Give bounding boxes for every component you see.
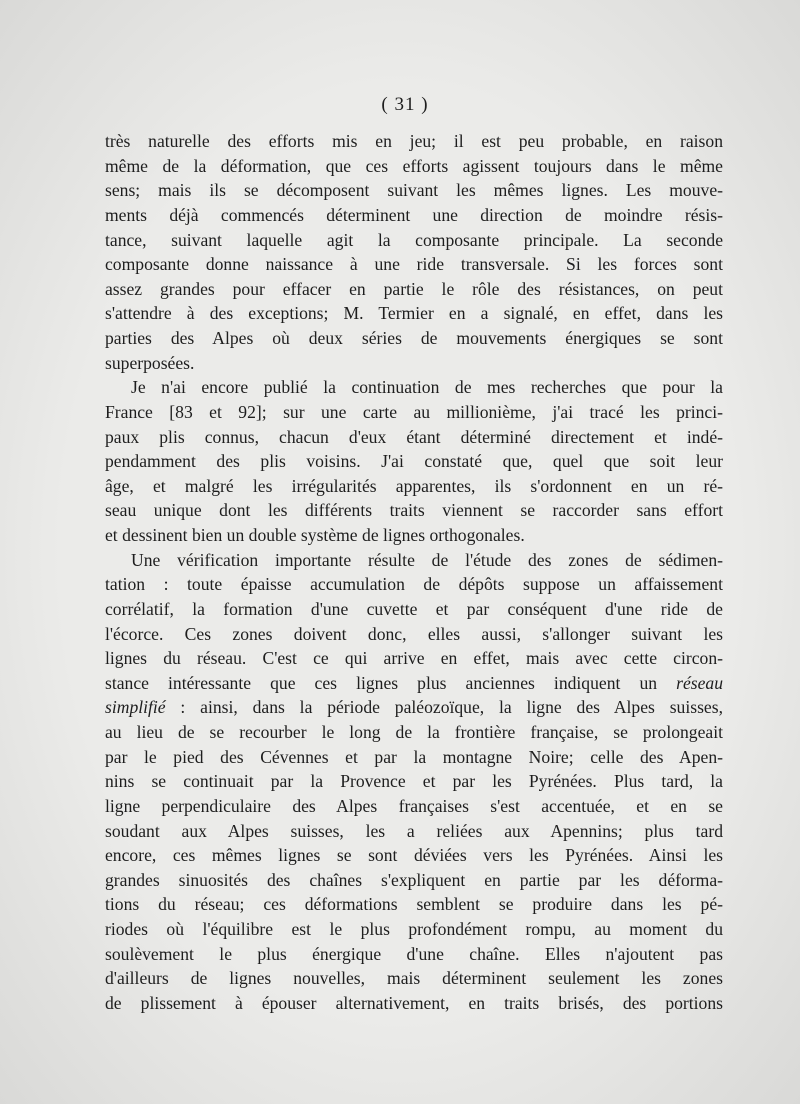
line-text: de plissement à épouser alternativement, en traits brisés, des portions: [105, 992, 723, 1013]
text-line: [105, 597, 723, 622]
text-line: [105, 277, 723, 302]
text-line: [105, 622, 723, 647]
line-text: par le pied des Cévennes et par la montagne Noire; celle des Apen-: [105, 746, 723, 767]
line-text: lignes du réseau. C'est ce qui arrive en effet, mais avec cette circon-: [105, 648, 723, 669]
line-text: composante donne naissance à une ride transversale. Si les forces sont: [105, 254, 723, 275]
line-text: ligne perpendiculaire des Alpes françaises s'est accentuée, et en se: [105, 795, 723, 816]
line-text: très naturelle des efforts mis en jeu; il est peu probable, en raison: [105, 131, 723, 151]
text-line: [105, 572, 723, 597]
text-line: [105, 203, 723, 228]
text-line: [105, 252, 723, 277]
text-line: [105, 523, 723, 548]
line-text: paux plis connus, chacun d'eux étant déterminé directement et indé-: [105, 426, 723, 447]
text-line: [105, 671, 723, 696]
line-text: seau unique dont les différents traits viennent se raccorder sans effort: [105, 500, 723, 521]
text-line: [105, 178, 723, 203]
line-text: superposées.: [105, 352, 195, 373]
text-line: [105, 474, 723, 499]
line-text: au lieu de se recourber le long de la frontière française, se prolongeait: [105, 722, 723, 742]
line-text: : ainsi, dans la période paléozoïque, la ligne des Alpes suisses,: [165, 697, 723, 718]
text-line: [105, 154, 723, 179]
text-line: [105, 375, 723, 400]
text-line: [105, 351, 723, 376]
italic-text: réseau: [676, 672, 723, 693]
text-line: [105, 917, 723, 942]
line-text: s'attendre à des exceptions; M. Termier en a signalé, en effet, dans les: [105, 303, 723, 324]
line-text: ments déjà commencés déterminent une direction de moindre résis-: [105, 204, 723, 225]
text-line: [105, 548, 723, 573]
text-line: [105, 892, 723, 917]
line-text: l'écorce. Ces zones doivent donc, elles aussi, s'allonger suivant les: [105, 623, 723, 644]
line-text: parties des Alpes où deux séries de mouvements énergiques se sont: [105, 328, 723, 348]
text-line: [105, 720, 723, 745]
line-text: stance intéressante que ces lignes plus anciennes indiquent un: [105, 672, 677, 693]
text-line: [105, 425, 723, 450]
line-text: soudant aux Alpes suisses, les a reliées aux Apennins; plus tard: [105, 820, 723, 841]
text-line: [105, 991, 723, 1016]
line-text: âge, et malgré les irrégularités apparentes, ils s'ordonnent en un ré-: [105, 475, 723, 496]
page-number: ( 31 ): [381, 94, 429, 115]
line-text: tance, suivant laquelle agit la composante principale. La seconde: [105, 229, 723, 250]
text-line: [105, 794, 723, 819]
body-text: [105, 129, 723, 1016]
text-line: [105, 129, 723, 154]
line-text: tation : toute épaisse accumulation de dépôts suppose un affaissement: [105, 574, 723, 595]
text-line: [105, 966, 723, 991]
line-text: soulèvement le plus énergique d'une chaîne. Elles n'ajoutent pas: [105, 943, 723, 964]
text-line: [105, 400, 723, 425]
line-text: France [83 et 92]; sur une carte au millionième, j'ai tracé les princi-: [105, 401, 723, 422]
line-text: pendamment des plis voisins. J'ai constaté que, quel que soit leur: [105, 451, 723, 472]
text-line: [105, 819, 723, 844]
text-line: [105, 498, 723, 523]
text-line: [105, 695, 723, 720]
line-text: tions du réseau; ces déformations semblent se produire dans les pé-: [105, 894, 723, 915]
line-text: et dessinent bien un double système de lignes orthogonales.: [105, 525, 525, 545]
text-line: [105, 942, 723, 967]
text-line: [105, 326, 723, 351]
line-text: riodes où l'équilibre est le plus profondément rompu, au moment du: [105, 919, 723, 939]
text-line: [105, 868, 723, 893]
text-line: [105, 449, 723, 474]
line-text: assez grandes pour effacer en partie le rôle des résistances, on peut: [105, 278, 723, 299]
text-line: [105, 769, 723, 794]
line-text: Une vérification importante résulte de l'étude des zones de sédimen-: [131, 549, 723, 570]
line-text: sens; mais ils se décomposent suivant les mêmes lignes. Les mouve-: [105, 180, 723, 201]
line-text: nins se continuait par la Provence et par les Pyrénées. Plus tard, la: [105, 771, 723, 792]
line-text: même de la déformation, que ces efforts agissent toujours dans le même: [105, 155, 723, 176]
line-text: Je n'ai encore publié la continuation de mes recherches que pour la: [131, 377, 723, 398]
italic-text: simplifié: [105, 697, 166, 718]
text-line: [105, 301, 723, 326]
line-text: d'ailleurs de lignes nouvelles, mais déterminent seulement les zones: [105, 968, 723, 989]
text-line: [105, 228, 723, 253]
line-text: encore, ces mêmes lignes se sont déviées vers les Pyrénées. Ainsi les: [105, 845, 723, 866]
text-line: [105, 646, 723, 671]
text-line: [105, 843, 723, 868]
line-text: grandes sinuosités des chaînes s'expliquent en partie par les déforma-: [105, 869, 723, 890]
text-line: [105, 745, 723, 770]
line-text: corrélatif, la formation d'une cuvette et par conséquent d'une ride de: [105, 598, 723, 619]
